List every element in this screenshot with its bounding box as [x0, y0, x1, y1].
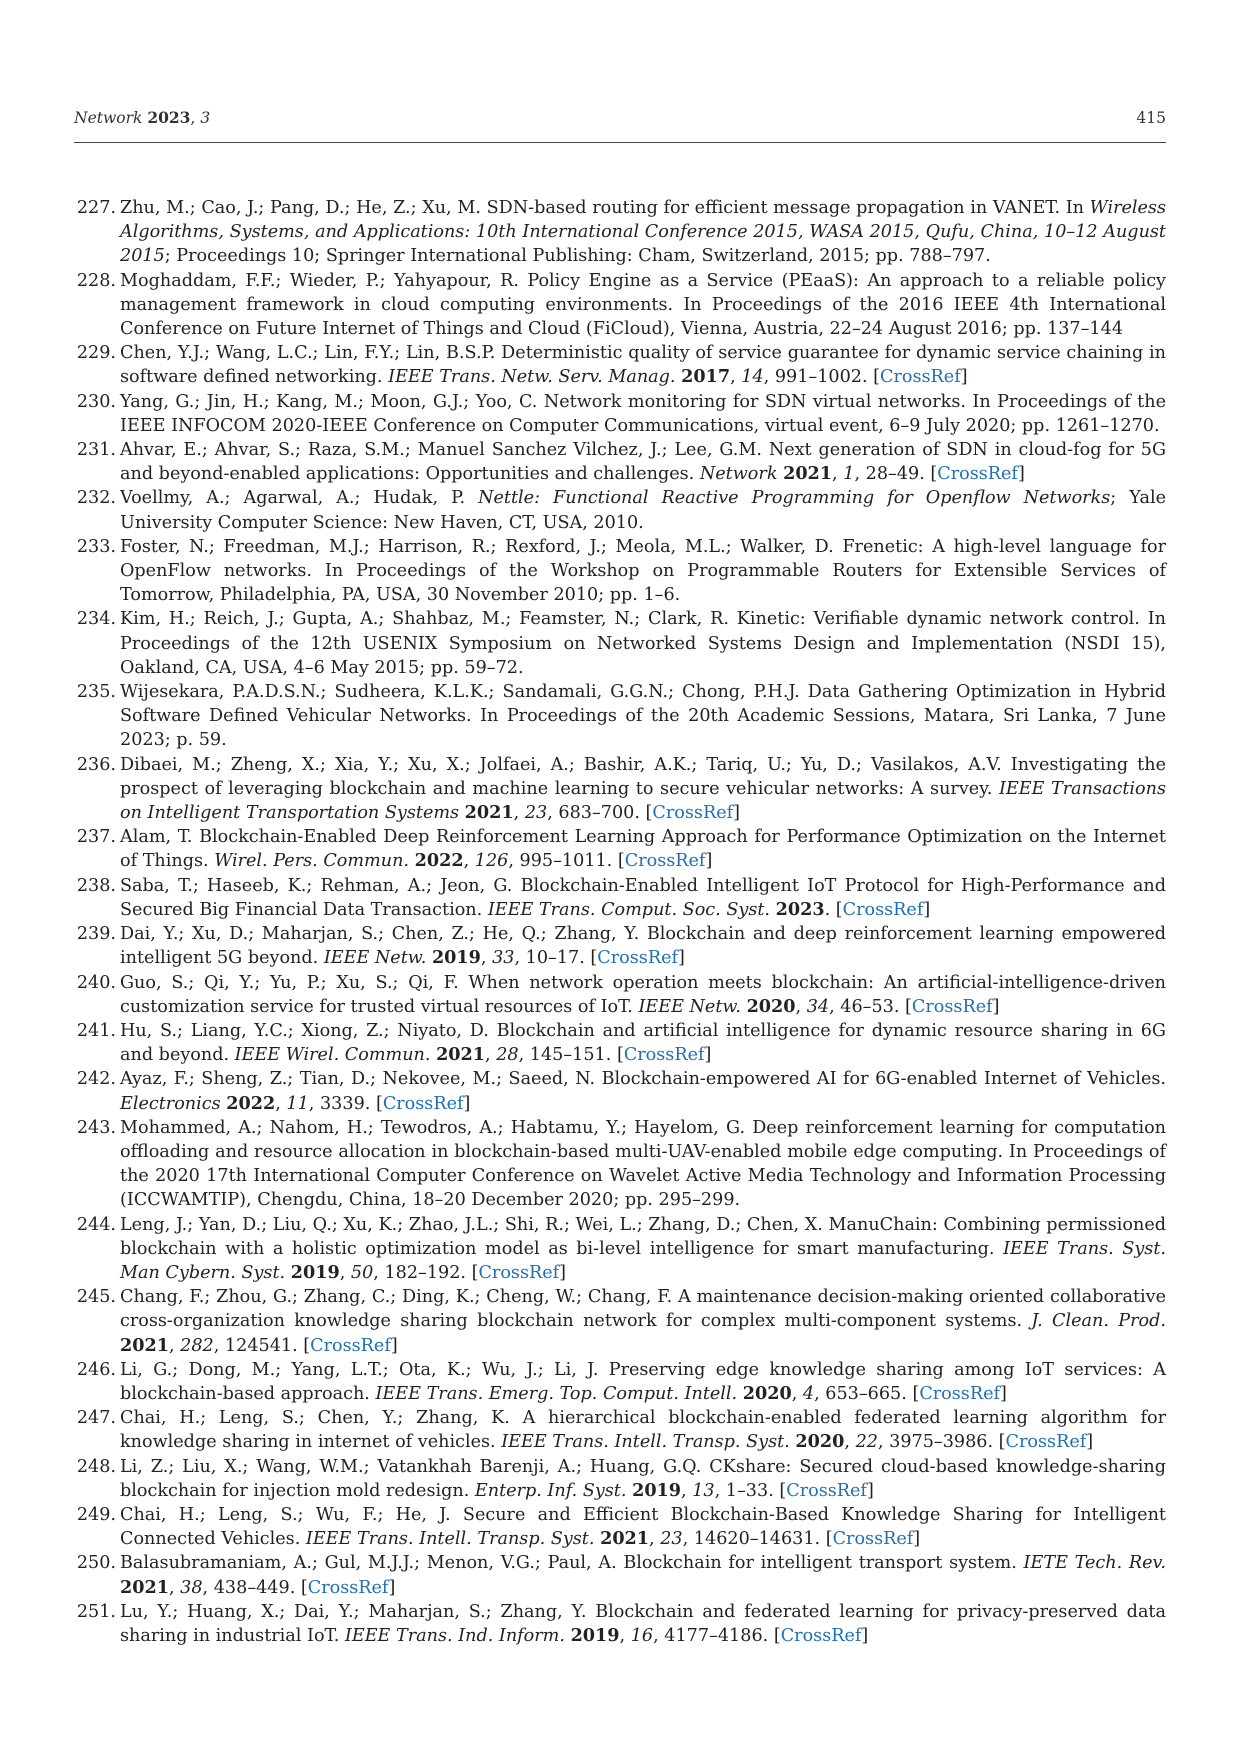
reference-text: ] [388, 1577, 396, 1598]
reference-italic-text: 23 [524, 803, 548, 824]
crossref-link[interactable]: CrossRef [310, 1335, 391, 1356]
reference-italic-text: IEEE Trans. Syst. Man Cybern. Syst. [120, 1238, 1166, 1283]
reference-text: , 991–1002. [ [763, 367, 881, 388]
reference-text: , 46–53. [ [829, 996, 912, 1017]
reference-text: , [339, 1262, 351, 1283]
reference-text: , 683–700. [ [547, 803, 653, 824]
reference-number: 236. [76, 754, 116, 775]
reference-text: , 1–33. [ [714, 1480, 787, 1501]
crossref-link[interactable]: CrossRef [478, 1262, 560, 1283]
reference-text: , [480, 948, 493, 969]
reference-entry [74, 1455, 1166, 1503]
reference-italic-text: 38 [180, 1577, 203, 1598]
reference-year: 2021 [436, 1044, 486, 1066]
reference-text: ] [861, 1625, 869, 1646]
reference-number: 238. [76, 875, 116, 896]
running-header [74, 108, 1166, 127]
journal-volume: 3 [200, 109, 211, 127]
reference-italic-text: 22 [855, 1432, 878, 1453]
reference-text: Zhu, M.; Cao, J.; Pang, D.; He, Z.; Xu, M. SDN-based routing for efficient message propagation in VANET. In [120, 198, 1090, 218]
reference-number: 241. [76, 1020, 116, 1041]
crossref-link[interactable]: CrossRef [786, 1480, 867, 1501]
reference-italic-text: IEEE Netw. [323, 948, 427, 969]
reference-number: 242. [76, 1069, 116, 1090]
crossref-link[interactable]: CrossRef [597, 948, 678, 969]
reference-italic-text: IETE Tech. Rev. [1023, 1553, 1166, 1574]
reference-entry [74, 607, 1166, 680]
reference-year: 2020 [742, 1382, 792, 1404]
reference-text: , [795, 996, 807, 1017]
reference-italic-text: J. Clean. Prod. [1031, 1311, 1167, 1332]
reference-entry [74, 535, 1166, 608]
reference-year: 2021 [464, 802, 514, 824]
reference-text: ] [913, 1529, 921, 1550]
reference-number: 237. [76, 827, 116, 848]
reference-number: 245. [76, 1287, 116, 1308]
reference-number: 240. [76, 972, 116, 993]
reference-italic-text: 11 [286, 1093, 309, 1114]
reference-number: 231. [76, 440, 116, 461]
header-rule [74, 142, 1166, 143]
reference-text: Saba, T.; Haseeb, K.; Rehman, A.; Jeon, G. Blockchain-Enabled Intelligent IoT Protocol for High-Performance and Secured Big Financial Data Transaction. [120, 875, 1166, 920]
reference-text: ] [923, 899, 931, 920]
reference-italic-text: IEEE Trans. Comput. Soc. Syst. [487, 899, 771, 920]
reference-entry [74, 680, 1166, 753]
reference-year: 2022 [226, 1092, 276, 1114]
reference-text: Ayaz, F.; Sheng, Z.; Tian, D.; Nekovee, M.; Saeed, N. Blockchain-empowered AI for 6G-enabled Internet of Vehicles. [120, 1069, 1166, 1090]
reference-year: 2017 [681, 366, 731, 388]
reference-entry [74, 1600, 1166, 1648]
reference-text: ] [1017, 464, 1025, 485]
reference-text: Kim, H.; Reich, J.; Gupta, A.; Shahbaz, M.; Feamster, N.; Clark, R. Kinetic: Verifiable dynamic network control. In Proceedings of the 12th USENIX Symposium on Networked Systems Design and Implementation (NSDI 15), Oakland, CA, USA, 4–6 May 2015; pp. 59–72. [120, 609, 1166, 678]
reference-italic-text: Network [699, 464, 778, 485]
reference-italic-text: Nettle: Functional Reactive Programming for Openflow Networks [478, 488, 1111, 509]
reference-year: 2019 [431, 947, 481, 969]
crossref-link[interactable]: CrossRef [382, 1093, 464, 1114]
reference-number: 232. [76, 488, 116, 509]
reference-entry [74, 269, 1166, 342]
reference-italic-text: IEEE Trans. Intell. Transp. Syst. [501, 1432, 790, 1453]
reference-number: 229. [76, 343, 116, 364]
reference-text: , [791, 1383, 803, 1404]
crossref-link[interactable]: CrossRef [1005, 1432, 1087, 1453]
reference-text: ] [678, 948, 685, 969]
reference-number: 233. [76, 536, 116, 557]
reference-text: , [168, 1335, 181, 1356]
reference-italic-text: 13 [692, 1480, 715, 1501]
reference-text: , 182–192. [ [373, 1262, 479, 1283]
journal-citation: Network 2023, 3 [74, 108, 211, 127]
reference-text: Li, Z.; Liu, X.; Wang, W.M.; Vatankhah Barenji, A.; Huang, G.Q. CKshare: Secured cloud-based knowledge-sharing blockchain for injection mold redesign. [120, 1456, 1166, 1501]
reference-year: 2020 [795, 1431, 845, 1453]
reference-text: ] [559, 1262, 567, 1283]
reference-text: , 3975–3986. [ [877, 1432, 1006, 1453]
reference-italic-text: 33 [492, 948, 515, 969]
reference-text: Li, G.; Dong, M.; Yang, L.T.; Ota, K.; Wu, J.; Li, J. Preserving edge knowledge sharing among IoT services: A blockchain-based approach. [120, 1359, 1166, 1404]
reference-text: Balasubramaniam, A.; Gul, M.J.J.; Menon, V.G.; Paul, A. Blockchain for intelligent transport system. [120, 1553, 1024, 1574]
reference-text: , 995–1011. [ [508, 851, 625, 872]
reference-text: Mohammed, A.; Nahom, H.; Tewodros, A.; Habtamu, Y.; Hayelom, G. Deep reinforcement learning for computation offloading and resource allocation in blockchain-based multi-UAV-enabled mobile edge computing. In Proceedings of the 2020 17th International Computer Conference on Wavelet Active Media Technology and Information Processing (ICCWAMTIP), Chengdu, China, 18–20 December 2020; pp. 295–299. [120, 1117, 1166, 1211]
reference-text: ] [390, 1335, 398, 1356]
reference-entry [74, 971, 1166, 1019]
journal-year: 2023 [147, 108, 191, 127]
reference-list [74, 196, 1166, 1648]
reference-text: , [619, 1625, 631, 1646]
reference-text: , [649, 1529, 661, 1550]
reference-text: ] [866, 1480, 874, 1501]
reference-text: ; Yale University Computer Science: New Haven, CT, USA, 2010. [120, 488, 1167, 533]
reference-text: Chai, H.; Leng, S.; Chen, Y.; Zhang, K. A hierarchical blockchain-enabled federated learning algorithm for knowledge sharing in internet of vehicles. [120, 1408, 1166, 1453]
reference-text: , [485, 1045, 497, 1066]
reference-number: 251. [76, 1601, 116, 1622]
reference-italic-text: IEEE Transactions on Intelligent Transportation Systems [120, 778, 1167, 824]
reference-entry [74, 1019, 1166, 1067]
reference-italic-text: Electronics [120, 1093, 221, 1114]
reference-entry [74, 874, 1166, 922]
reference-number: 234. [76, 609, 116, 630]
reference-entry [74, 1116, 1166, 1213]
reference-italic-text: IEEE Trans. Netw. Serv. Manag. [388, 367, 676, 388]
reference-text: Hu, S.; Liang, Y.C.; Xiong, Z.; Niyato, D. Blockchain and artificial intelligence for dynamic resource sharing in 6G and beyond. [120, 1020, 1166, 1066]
reference-text: Leng, J.; Yan, D.; Liu, Q.; Xu, K.; Zhao, J.L.; Shi, R.; Wei, L.; Zhang, D.; Chen, X. ManuChain: Combining permissioned blockchain with a holistic optimization model as bi-level intelligence for smart manufacturing. [120, 1214, 1166, 1259]
reference-text: Dai, Y.; Xu, D.; Maharjan, S.; Chen, Z.; He, Q.; Zhang, Y. Blockchain and deep reinforcement learning empowered intelligent 5G beyond. [120, 924, 1166, 969]
reference-text: ] [1000, 1383, 1007, 1404]
reference-italic-text: Enterp. Inf. Syst. [474, 1480, 627, 1501]
reference-italic-text: IEEE Trans. Intell. Transp. Syst. [305, 1529, 595, 1550]
reference-text: ] [1086, 1432, 1094, 1453]
reference-year: 2020 [746, 995, 796, 1017]
reference-italic-text: IEEE Trans. Emerg. Top. Comput. Intell. [375, 1383, 738, 1404]
reference-text: , [844, 1432, 856, 1453]
reference-text: Dibaei, M.; Zheng, X.; Xia, Y.; Xu, X.; Jolfaei, A.; Bashir, A.K.; Tariq, U.; Yu, D.; Vasilakos, A.V. Investigating the prospect of leveraging blockchain and machine learning to secure vehicular networks: A survey. [120, 754, 1166, 799]
crossref-link[interactable]: CrossRef [880, 367, 961, 388]
reference-number: 244. [76, 1214, 116, 1235]
reference-italic-text: 50 [350, 1262, 374, 1283]
reference-number: 228. [76, 270, 116, 291]
reference-year: 2021 [120, 1576, 169, 1598]
reference-entry [74, 1551, 1166, 1599]
journal-name: Network [74, 109, 143, 127]
reference-entry [74, 922, 1166, 970]
reference-text: Chai, H.; Leng, S.; Wu, F.; He, J. Secure and Efficient Blockchain-Based Knowledge Sharing for Intelligent Connected Vehicles. [120, 1504, 1166, 1550]
crossref-link[interactable]: CrossRef [919, 1383, 1001, 1404]
reference-italic-text: 34 [806, 996, 830, 1017]
reference-italic-text: 16 [630, 1625, 654, 1646]
reference-year: 2021 [783, 463, 833, 485]
reference-italic-text: 126 [474, 851, 509, 872]
reference-entry [74, 438, 1166, 486]
reference-text: , [513, 803, 525, 824]
reference-text: , 14620–14631. [ [682, 1529, 833, 1550]
reference-number: 247. [76, 1408, 116, 1429]
crossref-link[interactable]: CrossRef [652, 803, 734, 824]
reference-text: , 4177–4186. [ [653, 1625, 781, 1646]
reference-italic-text: Wireless Algorithms, Systems, and Applications: 10th International Conference 2015, WASA 2015, Qufu, China, 10–12 August 2015 [120, 198, 1166, 267]
reference-text: . [ [824, 899, 843, 920]
reference-text: ; Proceedings 10; Springer International Publishing: Cham, Switzerland, 2015; pp. 788–797. [164, 246, 991, 267]
reference-italic-text: 1 [843, 464, 855, 485]
crossref-link[interactable]: CrossRef [842, 899, 924, 920]
reference-year: 2022 [414, 850, 464, 872]
reference-year: 2019 [290, 1261, 340, 1283]
reference-text: , [463, 851, 475, 872]
reference-entry [74, 390, 1166, 438]
reference-year: 2023 [775, 898, 825, 920]
reference-text: Alam, T. Blockchain-Enabled Deep Reinforcement Learning Approach for Performance Optimization on the Internet of Things. [120, 827, 1166, 872]
reference-entry [74, 1213, 1166, 1286]
reference-text: Lu, Y.; Huang, X.; Dai, Y.; Maharjan, S.; Zhang, Y. Blockchain and federated learning for privacy-preserved data sharing in industrial IoT. [120, 1601, 1166, 1646]
reference-text: , [730, 367, 742, 388]
reference-italic-text: 14 [741, 367, 764, 388]
crossref-link[interactable]: CrossRef [937, 464, 1018, 485]
reference-text: Wijesekara, P.A.D.S.N.; Sudheera, K.L.K.; Sandamali, G.G.N.; Chong, P.H.J. Data Gathering Optimization in Hybrid Software Defined Vehicular Networks. In Proceedings of the 20th Academic Sessions, Matara, Sri Lanka, 7 June 2023; p. 59. [120, 682, 1166, 751]
reference-text: Moghaddam, F.F.; Wieder, P.; Yahyapour, R. Policy Engine as a Service (PEaaS): An approach to a reliable policy management framework in cloud computing environments. In Proceedings of the 2016 IEEE 4th International Conference on Future Internet of Things and Cloud (FiCloud), Vienna, Austria, 22–24 August 2016; pp. 137–144 [120, 270, 1166, 340]
reference-year: 2019 [632, 1479, 682, 1501]
reference-text: Chang, F.; Zhou, G.; Zhang, C.; Ding, K.; Cheng, W.; Chang, F. A maintenance decision-making oriented collaborative cross-organization knowledge sharing blockchain network for complex multi-component systems. [120, 1287, 1166, 1332]
reference-entry [74, 1358, 1166, 1406]
reference-text: , 145–151. [ [518, 1045, 624, 1066]
reference-text: ] [463, 1093, 471, 1114]
reference-italic-text: Wirel. Pers. Commun. [214, 851, 409, 872]
crossref-link[interactable]: CrossRef [780, 1625, 862, 1646]
reference-number: 235. [76, 682, 116, 703]
reference-text: ] [960, 367, 968, 388]
reference-italic-text: IEEE Wirel. Commun. [234, 1045, 431, 1066]
reference-text: , 10–17. [ [514, 948, 598, 969]
reference-number: 243. [76, 1117, 116, 1138]
reference-text: ] [704, 1045, 712, 1066]
page-number: 415 [1136, 109, 1166, 127]
crossref-link[interactable]: CrossRef [623, 1045, 705, 1066]
reference-text: , 438–449. [ [202, 1577, 308, 1598]
reference-text: , 28–49. [ [854, 464, 938, 485]
reference-entry [74, 1503, 1166, 1551]
reference-entry [74, 341, 1166, 389]
reference-year: 2021 [600, 1528, 650, 1550]
reference-number: 239. [76, 924, 116, 945]
reference-year: 2019 [570, 1624, 620, 1646]
reference-text: , 653–665. [ [814, 1383, 920, 1404]
reference-text: , [832, 464, 844, 485]
reference-italic-text: IEEE Netw. [638, 996, 741, 1017]
reference-text: ] [705, 851, 713, 872]
reference-entry [74, 1406, 1166, 1454]
reference-number: 227. [76, 198, 116, 218]
reference-entry [74, 196, 1166, 269]
reference-text: Chen, Y.J.; Wang, L.C.; Lin, F.Y.; Lin, B.S.P. Deterministic quality of service guarantee for dynamic service chaining in software defined networking. [120, 343, 1166, 388]
reference-text: , 3339. [ [308, 1093, 383, 1114]
reference-entry [74, 825, 1166, 873]
crossref-link[interactable]: CrossRef [911, 996, 993, 1017]
reference-text: , [168, 1577, 181, 1598]
reference-year: 2021 [120, 1334, 169, 1356]
reference-italic-text: 282 [180, 1335, 214, 1356]
reference-text: Foster, N.; Freedman, M.J.; Harrison, R.; Rexford, J.; Meola, M.L.; Walker, D. Frenetic: A high-level language for OpenFlow networks. In Proceedings of the Workshop on Programmable Routers for Extensible Services of Tomorrow, Philadelphia, PA, USA, 30 November 2010; pp. 1–6. [120, 536, 1166, 606]
reference-text: ] [733, 803, 740, 824]
reference-text: Voellmy, A.; Agarwal, A.; Hudak, P. [120, 488, 479, 509]
reference-number: 249. [76, 1504, 116, 1525]
reference-text: Guo, S.; Qi, Y.; Yu, P.; Xu, S.; Qi, F. When network operation meets blockchain: An artificial-intelligence-driven customization service for trusted virtual resources of IoT. [120, 972, 1166, 1017]
reference-text: Ahvar, E.; Ahvar, S.; Raza, S.M.; Manuel Sanchez Vilchez, J.; Lee, G.M. Next generation of SDN in cloud-fog for 5G and beyond-enabled applications: Opportunities and challenges. [120, 440, 1166, 485]
reference-text: Yang, G.; Jin, H.; Kang, M.; Moon, G.J.; Yoo, C. Network monitoring for SDN virtual networks. In Proceedings of the IEEE INFOCOM 2020-IEEE Conference on Computer Communications, virtual event, 6–9 July 2020; pp. 1261–1270. [120, 391, 1166, 436]
reference-entry [74, 753, 1166, 826]
reference-number: 250. [76, 1553, 116, 1574]
reference-entry [74, 1285, 1166, 1358]
reference-italic-text: IEEE Trans. Ind. Inform. [344, 1625, 565, 1646]
reference-text: , [275, 1093, 287, 1114]
reference-number: 230. [76, 391, 116, 412]
crossref-link[interactable]: CrossRef [307, 1577, 389, 1598]
reference-text: ] [992, 996, 1000, 1017]
reference-entry [74, 1067, 1166, 1115]
crossref-link[interactable]: CrossRef [624, 851, 706, 872]
reference-text: , 124541. [ [213, 1335, 311, 1356]
reference-italic-text: 28 [496, 1045, 519, 1066]
reference-number: 246. [76, 1359, 116, 1380]
reference-entry [74, 486, 1166, 534]
reference-number: 248. [76, 1456, 116, 1477]
reference-text: , [681, 1480, 693, 1501]
crossref-link[interactable]: CrossRef [832, 1529, 914, 1550]
reference-italic-text: 23 [660, 1529, 683, 1550]
reference-italic-text: 4 [802, 1383, 815, 1404]
